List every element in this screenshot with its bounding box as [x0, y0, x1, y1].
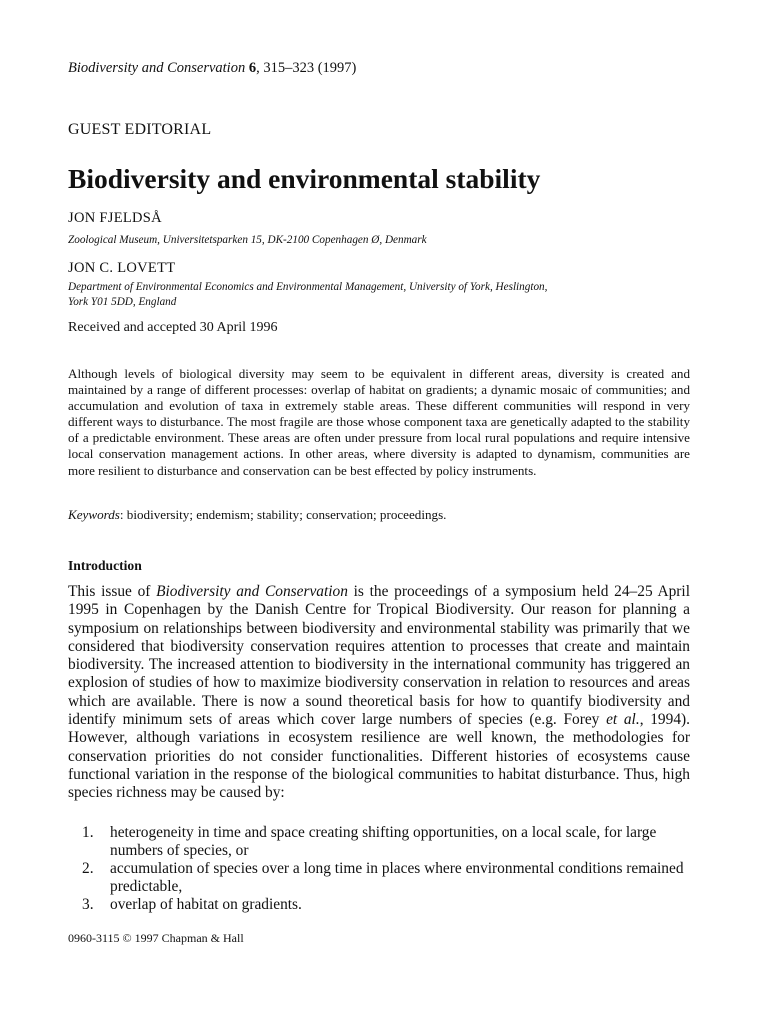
citation-etal: et al. [606, 711, 640, 729]
journal-reference: Biodiversity and Conservation [156, 583, 348, 600]
section-heading: Introduction [68, 558, 142, 573]
journal-name: Biodiversity and Conservation [68, 60, 246, 76]
abstract: Although levels of biological diversity may seem to be equivalent in different areas, diversity is created and maintained by a range of different processes: overlap of habitat on gradients; a dynamic mosaic of communities; and accumulation and evolution of taxa in extremely stable areas. These different communities will respond in very different ways to disturbance. The most fragile are those whose component taxa are genetically adapted to the stability of a predictable environment. These areas are often under pressure from local rural populations and require intensive local conservation management actions. In other areas, where diversity is adapted to dynamism, communities are more resilient to disturbance and conservation can be best effected by policy instruments. [68, 366, 690, 478]
section-label: GUEST EDITORIAL [68, 121, 212, 138]
journal-volume: 6 [248, 60, 257, 76]
journal-citation [68, 60, 356, 77]
body-paragraph [68, 583, 690, 803]
paragraph-text: , 1994). However, although variations in ecosystem resilience are well known, the methodologies for conservation priorities do not consider functionalities. Different histories of ecosystems cause functional variation in the response of the biological communities to habitat disturbance. Thus, high species richness may be caused by: [68, 711, 690, 802]
list-item-text: heterogeneity in time and space creating shifting opportunities, on a local scale, for large numbers of species, or [110, 824, 657, 859]
keywords [68, 507, 446, 523]
article-title: Biodiversity and environmental stability [68, 163, 541, 194]
paragraph-text: This issue of [68, 583, 157, 600]
author-affiliation [68, 233, 668, 248]
affiliation-line: Zoological Museum, Universitetsparken 15, DK-2100 Copenhagen Ø, Denmark [68, 234, 427, 246]
list-item [82, 860, 690, 895]
journal-pages-year: , 315–323 (1997) [256, 60, 357, 76]
author-name: JON C. LOVETT [68, 260, 176, 276]
list-number: 2. [82, 860, 94, 877]
keywords-text: : biodiversity; endemism; stability; conservation; proceedings. [119, 507, 447, 522]
affiliation-line: Department of Environmental Economics and Environmental Management, University of York, Heslington, [68, 281, 548, 293]
affiliation-line: York Y01 5DD, England [68, 296, 177, 308]
author-name: JON FJELDSÅ [68, 210, 162, 226]
list-number: 1. [82, 824, 94, 841]
list-item-text: accumulation of species over a long time in places where environmental conditions remained predictable, [110, 860, 684, 895]
list-item [82, 896, 690, 914]
keywords-label: Keywords [68, 507, 120, 522]
numbered-list [82, 824, 690, 915]
paragraph-text: is the proceedings of a symposium held 24–25 April 1995 in Copenhagen by the Danish Centre for Tropical Biodiversity. Our reason for planning a symposium on relationships between biodiversity and environmental stability was primarily that we considered that biodiversity conservation requires attention to processes that create and maintain biodiversity. The increased attention to biodiversity in the international community has triggered an explosion of studies of how to maximize biodiversity conservation in relation to resources and areas which are available. There is now a sound theoretical basis for how to quantify biodiversity and identify minimum sets of areas which cover large numbers of species (e.g. Forey [68, 583, 690, 729]
list-number: 3. [82, 896, 94, 913]
received-date: Received and accepted 30 April 1996 [68, 320, 278, 335]
list-item [82, 824, 690, 859]
list-item-text: overlap of habitat on gradients. [110, 896, 302, 913]
copyright-footer: 0960-3115 © 1997 Chapman & Hall [68, 931, 244, 945]
author-affiliation [68, 280, 668, 310]
